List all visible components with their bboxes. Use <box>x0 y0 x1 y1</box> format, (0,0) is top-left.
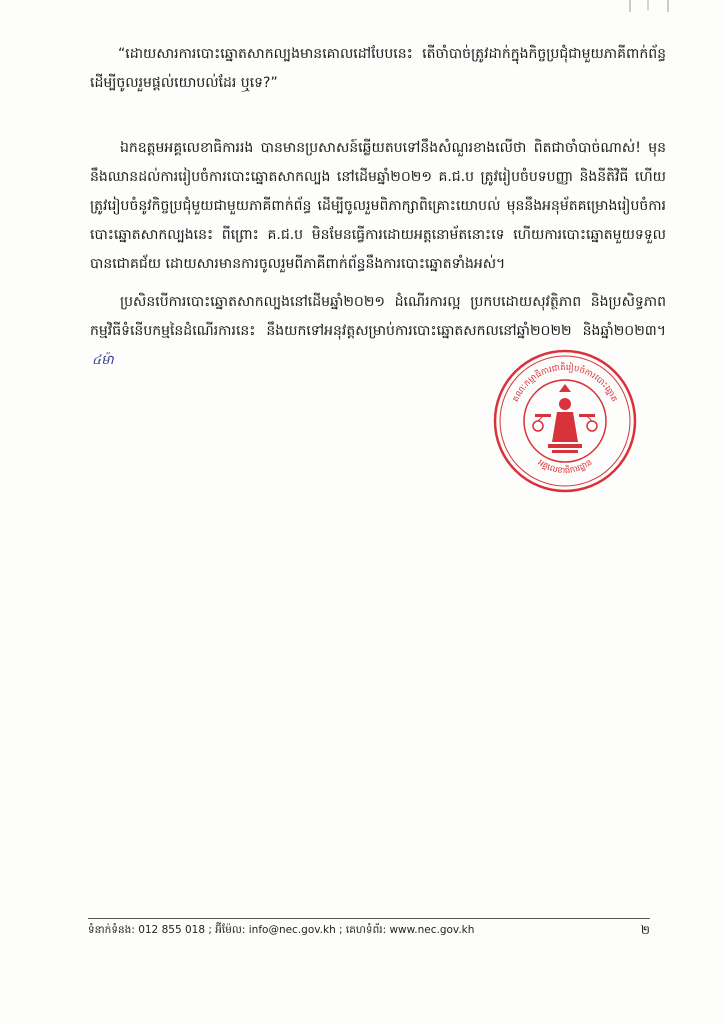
seal-bottom-text: អគ្គលេខាធិការដ្ឋាន <box>535 457 595 477</box>
page-number: ២ <box>640 923 650 937</box>
handwritten-note: ៤ម៉ា <box>92 353 114 368</box>
page-footer <box>88 922 650 938</box>
official-seal <box>490 346 640 496</box>
footer-divider <box>88 918 650 919</box>
seal-top-text: គណៈកម្មាធិការជាតិរៀបចំការបោះឆ្នោត <box>511 362 619 404</box>
seal-emblem-icon <box>533 384 597 453</box>
scan-edge-mark <box>628 0 688 14</box>
svg-text:អគ្គលេខាធិការដ្ឋាន <box>536 458 595 476</box>
question-paragraph: “ដោយសារការបោះឆ្នោតសាកល្បងមានគោលដៅបែបនេះ តើចាំបាច់ត្រូវដាក់ក្នុងកិច្ចប្រជុំជាមួយភាគីពាក់ព័ន្ធ ដើម្បីចូលរួមផ្ដល់យោបល់ដែរ ឬទេ?” <box>90 46 666 91</box>
conclusion-text: ប្រសិនបើការបោះឆ្នោតសាកល្បងនៅដើមឆ្នាំ២០២១ ដំណើរការល្អ ប្រកបដោយសុវត្ថិភាព និងប្រសិទ្ធភាព កម្មវិធីទំនើបកម្មនៃដំណើរការនេះ នឹងយកទៅអនុវត្តសម្រាប់ការបោះឆ្នោតសកលនៅឆ្នាំ២០២២ និងឆ្នាំ២០២៣។ <box>90 294 666 339</box>
answer-paragraph: ឯកឧត្តមអគ្គលេខាធិការរង បានមានប្រសាសន៍ឆ្លើយតបទៅនឹងសំណួរខាងលើថា ពិតជាចាំបាច់ណាស់! មុននឹងឈានដល់ការរៀបចំការបោះឆ្នោតសាកល្បង នៅដើមឆ្នាំ២០២១ គ.ជ.ប ត្រូវរៀបចំបទបញ្ញា និងនីតិវិធី ហើយត្រូវរៀបចំនូវកិច្ចប្រជុំមួយជាមួយភាគីពាក់ព័ន្ធ ដើម្បីចូលរួមពិភាក្សាពិគ្រោះយោបល់ មុននឹងអនុម័តគម្រោងរៀបចំការបោះឆ្នោតសាកល្បងនេះ ពីព្រោះ គ.ជ.ប មិនមែនធ្វើការដោយអត្តនោម័តនោះទេ ហើយការបោះឆ្នោតមួយទទួលបានជោគជ័យ ដោយសារមានការចូលរួមពីភាគីពាក់ព័ន្ធនឹងការបោះឆ្នោតទាំងអស់។ <box>90 140 666 272</box>
svg-text:គណៈកម្មាធិការជាតិរៀបចំការបោះឆ្ <box>511 361 619 404</box>
footer-contact: ទំនាក់ទំនង: 012 855 018 ; អ៊ីម៉ែល: info@nec.gov.kh ; គេហទំព័រ: www.nec.gov.kh <box>88 924 475 936</box>
